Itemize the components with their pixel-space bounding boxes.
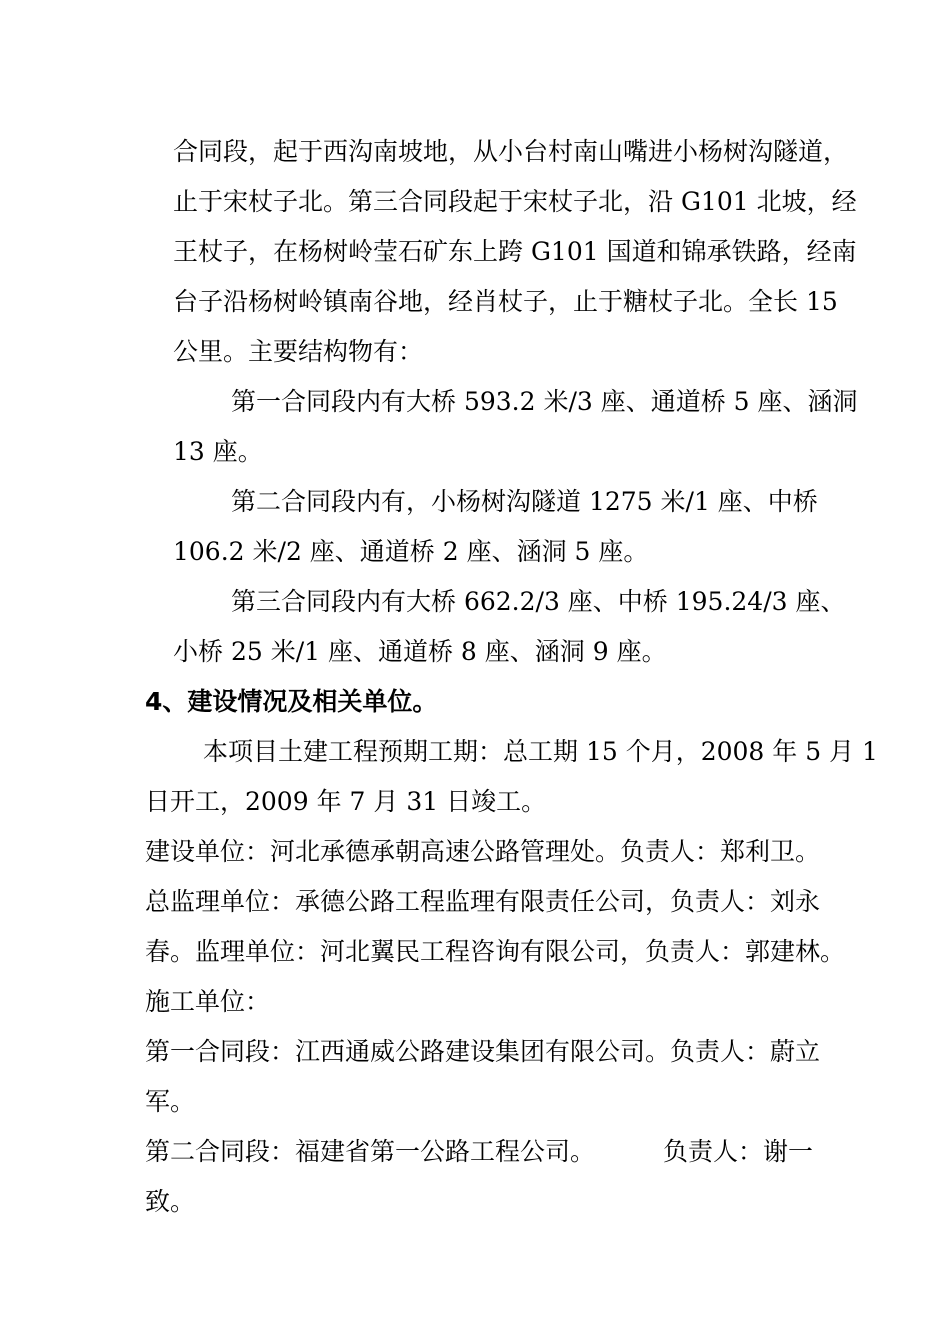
contract-2-person: 负责人：谢一 [663, 1137, 814, 1166]
contract-2-line [145, 1137, 813, 1167]
supervision-line: 总监理单位：承德公路工程监理有限责任公司，负责人：刘永 [145, 887, 821, 916]
section-1-line: 第一合同段内有大桥 593.2 米/3 座、通道桥 5 座、涵洞 [231, 387, 858, 416]
section-2-line: 106.2 米/2 座、通道桥 2 座、涵洞 5 座。 [173, 537, 649, 566]
contract-1-line: 第一合同段：江西通威公路建设集团有限公司。负责人：蔚立 [145, 1037, 821, 1066]
schedule-line: 本项目土建工程预期工期：总工期 15 个月，2008 年 5 月 1 [203, 737, 878, 766]
contractor-label: 施工单位： [145, 987, 271, 1016]
body-text-line: 公里。主要结构物有： [173, 337, 424, 366]
section-1-line: 13 座。 [173, 437, 263, 466]
section-heading: 4、建设情况及相关单位。 [145, 687, 438, 716]
body-text-line: 王杖子，在杨树岭莹石矿东上跨 G101 国道和锦承铁路，经南 [173, 237, 857, 266]
owner-line: 建设单位：河北承德承朝高速公路管理处。负责人：郑利卫。 [145, 837, 821, 866]
contract-1-line: 军。 [145, 1087, 196, 1116]
supervision-line: 春。监理单位：河北翼民工程咨询有限公司，负责人：郭建林。 [145, 937, 846, 966]
section-2-line: 第二合同段内有，小杨树沟隧道 1275 米/1 座、中桥 [231, 487, 818, 516]
body-text-line: 止于宋杖子北。第三合同段起于宋杖子北，沿 G101 北坡，经 [173, 187, 857, 216]
contract-2-line: 致。 [145, 1187, 196, 1216]
contract-2-company: 第二合同段：福建省第一公路工程公司。 [145, 1137, 596, 1166]
schedule-line: 日开工，2009 年 7 月 31 日竣工。 [145, 787, 547, 816]
body-text-line: 台子沿杨树岭镇南谷地，经肖杖子，止于糖杖子北。全长 15 [173, 287, 838, 316]
body-text-line: 合同段，起于西沟南坡地，从小台村南山嘴进小杨树沟隧道， [173, 137, 849, 166]
section-3-line: 第三合同段内有大桥 662.2/3 座、中桥 195.24/3 座、 [231, 587, 846, 616]
section-3-line: 小桥 25 米/1 座、通道桥 8 座、涵洞 9 座。 [173, 637, 667, 666]
